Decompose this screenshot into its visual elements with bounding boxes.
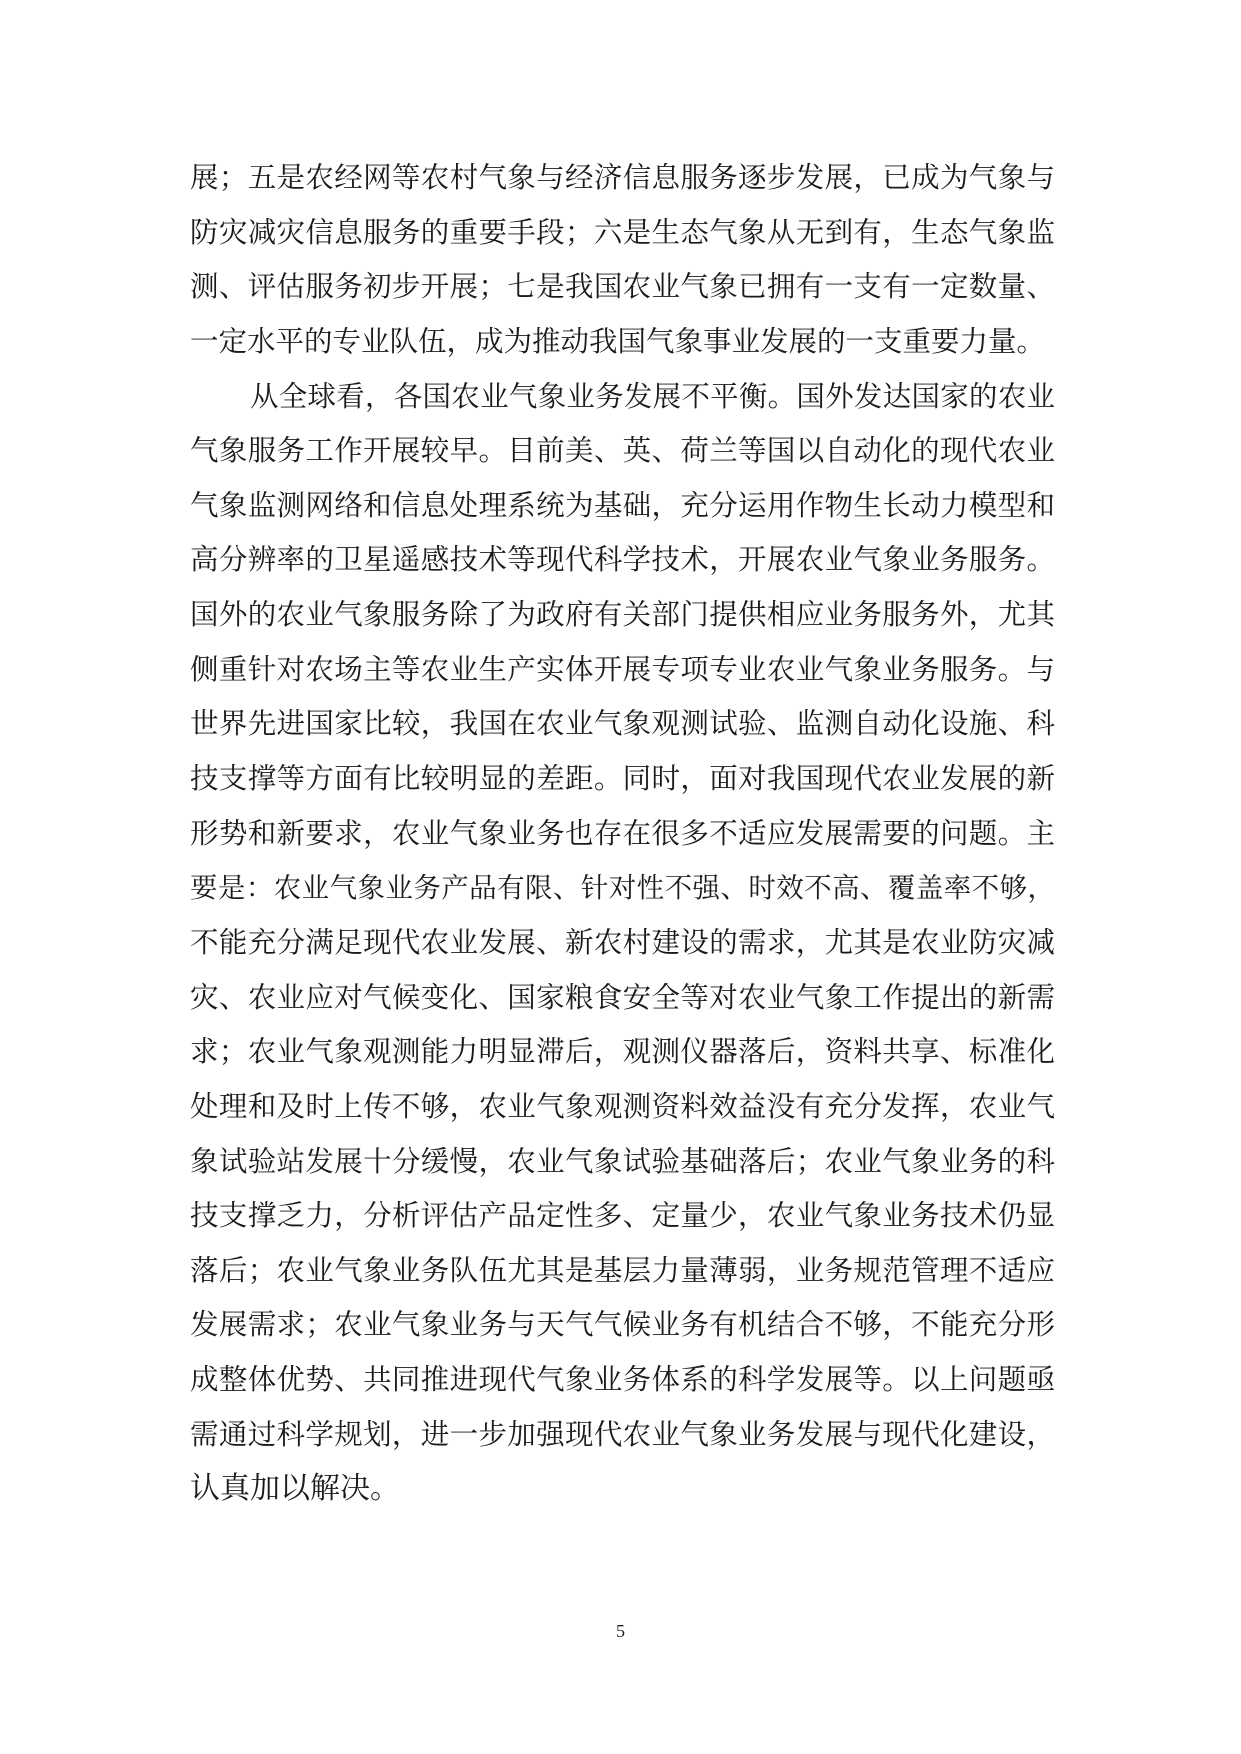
text-line: 测、评估服务初步开展；七是我国农业气象已拥有一支有一定数量、 <box>190 270 1055 304</box>
text-line: 气象监测网络和信息处理系统为基础，充分运用作物生长动力模型和 <box>190 488 1055 522</box>
text-line: 需通过科学规划，进一步加强现代农业气象业务发展与现代化建设， <box>190 1417 1055 1451</box>
text-line: 认真加以解决。 <box>190 1471 400 1507</box>
text-line: 防灾减灾信息服务的重要手段；六是生态气象从无到有，生态气象监 <box>190 215 1055 249</box>
text-line: 技支撑乏力，分析评估产品定性多、定量少，农业气象业务技术仍显 <box>190 1199 1055 1233</box>
text-line: 求；农业气象观测能力明显滞后，观测仪器落后，资料共享、标准化 <box>190 1035 1055 1069</box>
text-line: 一定水平的专业队伍，成为推动我国气象事业发展的一支重要力量。 <box>190 324 1046 358</box>
text-line: 要是：农业气象业务产品有限、针对性不强、时效不高、覆盖率不够， <box>190 872 1055 905</box>
text-line: 象试验站发展十分缓慢，农业气象试验基础落后；农业气象业务的科 <box>190 1144 1055 1178</box>
text-line: 不能充分满足现代农业发展、新农村建设的需求，尤其是农业防灾减 <box>190 925 1055 959</box>
text-line: 世界先进国家比较，我国在农业气象观测试验、监测自动化设施、科 <box>190 707 1055 741</box>
text-line: 发展需求；农业气象业务与天气气候业务有机结合不够，不能充分形 <box>190 1308 1055 1342</box>
text-line: 处理和及时上传不够，农业气象观测资料效益没有充分发挥，农业气 <box>190 1089 1055 1123</box>
text-line: 侧重针对农场主等农业生产实体开展专项专业农业气象业务服务。与 <box>190 652 1055 686</box>
text-line: 气象服务工作开展较早。目前美、英、荷兰等国以自动化的现代农业 <box>190 434 1055 468</box>
text-line: 灾、农业应对气候变化、国家粮食安全等对农业气象工作提出的新需 <box>190 980 1055 1014</box>
text-line: 成整体优势、共同推进现代气象业务体系的科学发展等。以上问题亟 <box>190 1363 1055 1397</box>
text-line: 形势和新要求，农业气象业务也存在很多不适应发展需要的问题。主 <box>190 816 1055 850</box>
text-line: 技支撑等方面有比较明显的差距。同时，面对我国现代农业发展的新 <box>190 762 1055 796</box>
text-line: 从全球看，各国农业气象业务发展不平衡。国外发达国家的农业 <box>250 379 1055 413</box>
text-line: 展；五是农经网等农村气象与经济信息服务逐步发展，已成为气象与 <box>190 161 1055 194</box>
text-line: 高分辨率的卫星遥感技术等现代科学技术，开展农业气象业务服务。 <box>190 543 1055 577</box>
page-number: 5 <box>616 1621 625 1641</box>
text-line: 国外的农业气象服务除了为政府有关部门提供相应业务服务外，尤其 <box>190 598 1055 632</box>
body-text <box>190 158 1055 1524</box>
text-line: 落后；农业气象业务队伍尤其是基层力量薄弱，业务规范管理不适应 <box>190 1253 1055 1287</box>
